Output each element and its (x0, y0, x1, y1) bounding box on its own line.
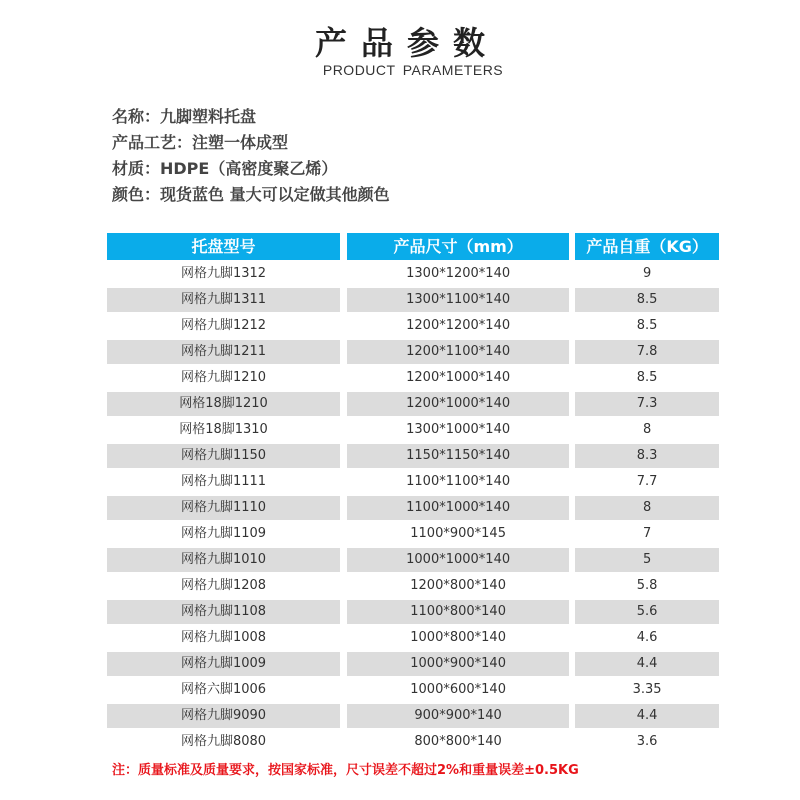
cell-weight: 9 (642, 266, 652, 281)
table-row (107, 365, 719, 391)
cell-model: 网格九脚1212 (180, 318, 267, 333)
cell-model: 网格九脚1110 (107, 496, 340, 520)
cell-weight: 8.3 (575, 444, 719, 468)
cell-model: 网格九脚1312 (180, 266, 267, 281)
cell-weight: 5 (575, 548, 719, 572)
cell-weight: 7.7 (636, 474, 658, 489)
cell-weight: 8.5 (575, 288, 719, 312)
cell-weight: 8.5 (636, 318, 658, 333)
cell-weight: 4.4 (575, 704, 719, 728)
cell-model: 网格九脚1210 (180, 370, 267, 385)
cell-weight: 5.6 (575, 600, 719, 624)
cell-model: 网格九脚1008 (180, 630, 267, 645)
cell-size: 1300*1200*140 (406, 266, 511, 281)
cell-weight: 7.8 (575, 340, 719, 364)
table-row (107, 651, 719, 677)
table-row (107, 547, 719, 573)
info-material: 材质：HDPE（高密度聚乙烯） (112, 159, 338, 178)
cell-weight: 5.8 (636, 578, 658, 593)
cell-weight: 4.4 (575, 652, 719, 676)
cell-model: 网格九脚1009 (107, 652, 340, 676)
cell-size: 1300*1100*140 (347, 288, 569, 312)
table-row (107, 625, 719, 651)
table-row (107, 521, 719, 547)
table-row (107, 469, 719, 495)
header-weight: 产品自重（KG） (575, 233, 719, 260)
cell-size: 1000*600*140 (410, 682, 506, 697)
cell-size: 1000*800*140 (410, 630, 506, 645)
cell-model: 网格九脚1010 (107, 548, 340, 572)
page-subtitle: PRODUCT PARAMETERS (322, 62, 504, 78)
table-row (107, 443, 719, 469)
table-header (107, 233, 719, 260)
cell-weight: 3.6 (636, 734, 658, 749)
cell-model: 网格九脚9090 (107, 704, 340, 728)
cell-size: 1100*1000*140 (347, 496, 569, 520)
table-row (107, 261, 719, 287)
cell-model: 网格九脚1211 (107, 340, 340, 364)
cell-size: 900*900*140 (347, 704, 569, 728)
cell-size: 1200*1200*140 (406, 318, 511, 333)
table-row (107, 417, 719, 443)
cell-model: 网格18脚1310 (179, 422, 268, 437)
cell-model: 网格九脚8080 (180, 734, 267, 749)
page-title: 产品参数 (314, 24, 499, 62)
cell-model: 网格九脚1109 (180, 526, 267, 541)
cell-model: 网格九脚1150 (107, 444, 340, 468)
table-row (107, 287, 719, 313)
cell-size: 1150*1150*140 (347, 444, 569, 468)
info-color: 颜色：现货蓝色 量大可以定做其他颜色 (112, 185, 390, 204)
cell-weight: 7.3 (575, 392, 719, 416)
header-model: 托盘型号 (107, 233, 340, 260)
cell-weight: 7 (642, 526, 652, 541)
cell-weight: 3.35 (632, 682, 662, 697)
cell-model: 网格18脚1210 (107, 392, 340, 416)
cell-size: 1200*1000*140 (406, 370, 511, 385)
cell-size: 800*800*140 (414, 734, 502, 749)
table-body (107, 261, 719, 755)
cell-model: 网格六脚1006 (180, 682, 267, 697)
cell-size: 1100*900*145 (410, 526, 506, 541)
table-row (107, 677, 719, 703)
table-row (107, 313, 719, 339)
cell-size: 1100*800*140 (347, 600, 569, 624)
cell-weight: 8 (575, 496, 719, 520)
cell-size: 1200*1100*140 (347, 340, 569, 364)
table-row (107, 703, 719, 729)
cell-size: 1200*1000*140 (347, 392, 569, 416)
spec-table (107, 233, 719, 755)
table-row (107, 599, 719, 625)
cell-size: 1000*1000*140 (347, 548, 569, 572)
table-row (107, 573, 719, 599)
table-row (107, 495, 719, 521)
cell-model: 网格九脚1208 (180, 578, 267, 593)
product-info (112, 104, 732, 208)
cell-model: 网格九脚1311 (107, 288, 340, 312)
cell-model: 网格九脚1111 (180, 474, 267, 489)
cell-size: 1100*1100*140 (406, 474, 511, 489)
cell-weight: 8.5 (636, 370, 658, 385)
cell-weight: 4.6 (636, 630, 658, 645)
header-size: 产品尺寸（mm） (347, 233, 569, 260)
table-row (107, 729, 719, 755)
cell-weight: 8 (642, 422, 652, 437)
table-row (107, 391, 719, 417)
info-name: 名称：九脚塑料托盘 (112, 107, 257, 126)
table-row (107, 339, 719, 365)
cell-size: 1300*1000*140 (406, 422, 511, 437)
info-process: 产品工艺：注塑一体成型 (112, 133, 289, 152)
cell-size: 1200*800*140 (410, 578, 506, 593)
cell-model: 网格九脚1108 (107, 600, 340, 624)
footnote: 注：质量标准及质量要求，按国家标准，尺寸误差不超过2%和重量误差±0.5KG (112, 763, 579, 778)
cell-size: 1000*900*140 (347, 652, 569, 676)
